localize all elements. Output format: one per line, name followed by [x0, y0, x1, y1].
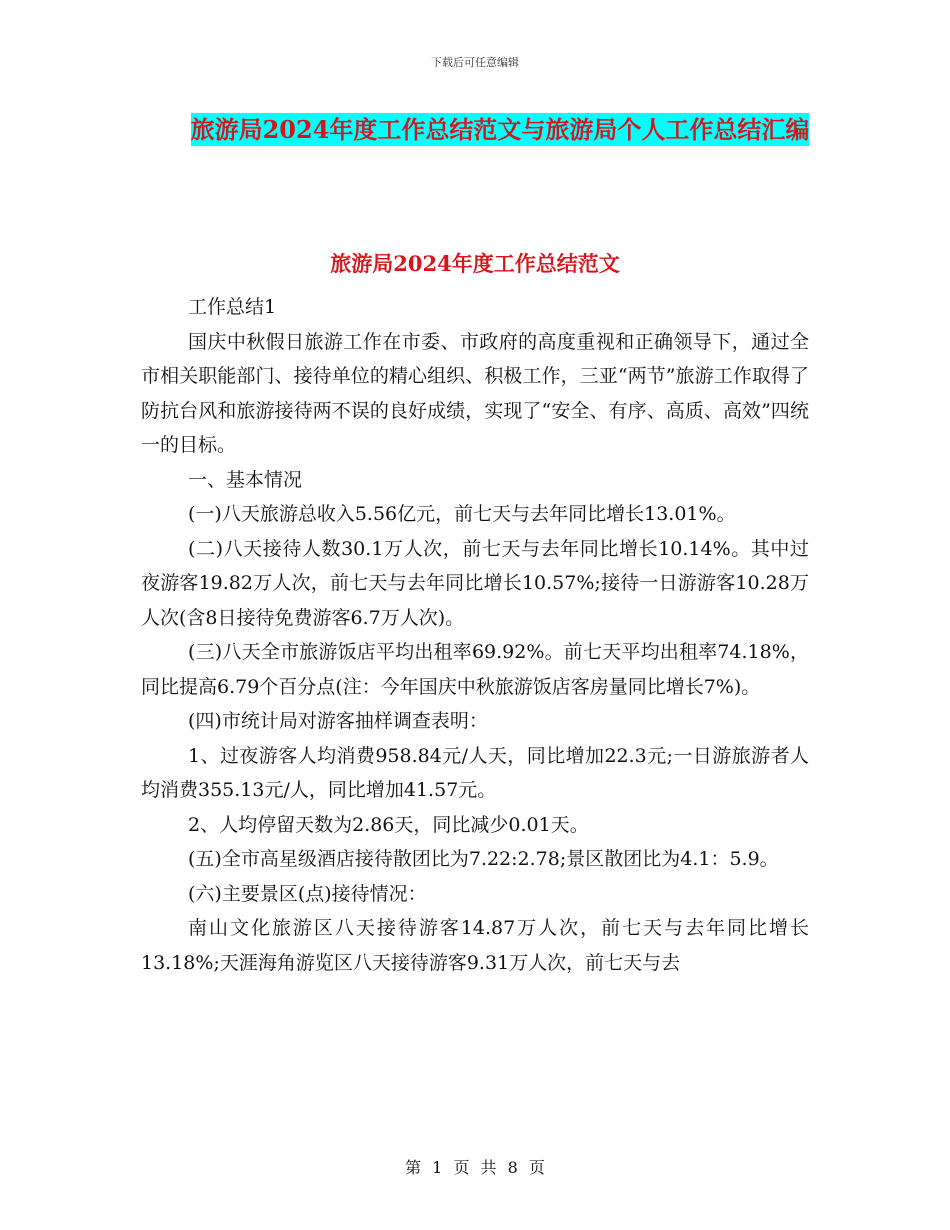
document-body	[141, 290, 809, 980]
paragraph: (四)市统计局对游客抽样调查表明：	[188, 710, 488, 732]
section-title: 旅游局2024年度工作总结范文	[330, 251, 620, 276]
paragraph: (三)八天全市旅游饭店平均出租率69.92%。前七天平均出租率74.18%，同比提高6.79个百分点(注：今年国庆中秋旅游饭店客房量同比增长7%)。	[141, 641, 809, 698]
paragraph: 2、人均停留天数为2.86天，同比减少0.01天。	[188, 813, 589, 836]
document-title	[140, 110, 860, 150]
page-number-footer: 第 1 页 共 8 页	[405, 1158, 545, 1177]
paragraph: 1、过夜游客人均消费958.84元/人天，同比增加22.3元;一日游旅游者人均消费355.13元/人，同比增加41.57元。	[141, 744, 809, 801]
document-title-text: 旅游局2024年度工作总结范文与旅游局个人工作总结汇编	[190, 115, 810, 144]
paragraph: (五)全市高星级酒店接待散团比为7.22:2.78;景区散团比为4.1：5.9。	[188, 848, 779, 870]
paragraph: 国庆中秋假日旅游工作在市委、市政府的高度重视和正确领导下，通过全市相关职能部门、接待单位的精心组织、积极工作，三亚“两节”旅游工作取得了防抗台风和旅游接待两不误的良好成绩，实现了“安全、有序、高质、高效”四统一的目标。	[141, 330, 809, 456]
paragraph: 工作总结1	[188, 296, 277, 318]
paragraph: 一、基本情况	[188, 468, 303, 491]
paragraph: (二)八天接待人数30.1万人次，前七天与去年同比增长10.14%。其中过夜游客19.82万人次，前七天与去年同比增长10.57%;接待一日游游客10.28万人次(含8日接待免费游客6.7万人次)。	[141, 537, 809, 629]
paragraph: (一)八天旅游总收入5.56亿元，前七天与去年同比增长13.01%。	[188, 503, 736, 525]
paragraph: 南山文化旅游区八天接待游客14.87万人次，前七天与去年同比增长13.18%;天涯海角游览区八天接待游客9.31万人次，前七天与去	[141, 917, 809, 974]
paragraph: (六)主要景区(点)接待情况：	[188, 882, 427, 905]
header-note: 下载后可任意编辑	[431, 56, 519, 69]
